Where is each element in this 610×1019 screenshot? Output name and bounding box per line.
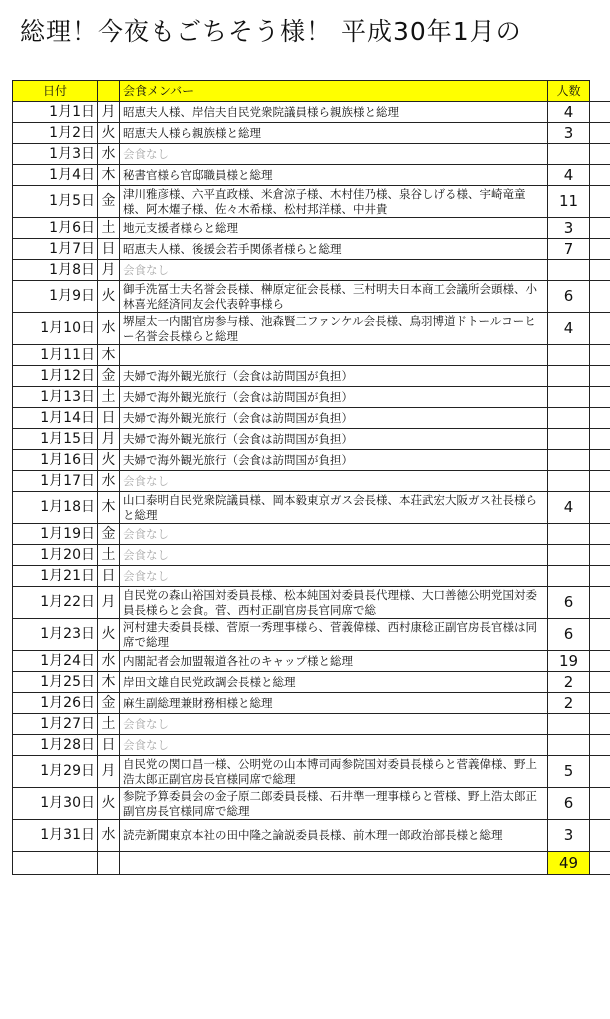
row-date: 1月14日 <box>13 408 98 429</box>
row-date: 1月25日 <box>13 672 98 693</box>
row-members: 地元支援者様らと総理 <box>120 218 548 239</box>
row-date: 1月7日 <box>13 239 98 260</box>
table-row <box>13 693 610 714</box>
row-dow: 火 <box>98 788 120 820</box>
row-dow: 金 <box>98 693 120 714</box>
table-row <box>13 524 610 545</box>
total-empty-3 <box>120 852 548 875</box>
row-count <box>548 450 590 471</box>
row-members: 夫婦で海外観光旅行（会食は訪問国が負担） <box>120 429 548 450</box>
row-date: 1月28日 <box>13 735 98 756</box>
row-date: 1月29日 <box>13 756 98 788</box>
row-dow: 月 <box>98 260 120 281</box>
row-members <box>120 345 548 366</box>
row-count <box>548 429 590 450</box>
table-row <box>13 788 610 820</box>
row-extra <box>590 545 610 566</box>
row-dow: 日 <box>98 408 120 429</box>
table-row <box>13 672 610 693</box>
row-members: 昭恵夫人様、後援会若手関係者様らと総理 <box>120 239 548 260</box>
row-dow: 土 <box>98 218 120 239</box>
row-extra <box>590 587 610 619</box>
row-date: 1月22日 <box>13 587 98 619</box>
row-members: 会食なし <box>120 260 548 281</box>
row-date: 1月15日 <box>13 429 98 450</box>
row-members: 内閣記者会加盟報道各社のキャップ様と総理 <box>120 651 548 672</box>
row-members: 自民党の関口昌一様、公明党の山本博司両参院国対委員長様らと菅義偉様、野上浩太郎正副官房長官様同席で総理 <box>120 756 548 788</box>
row-date: 1月10日 <box>13 313 98 345</box>
table-row <box>13 313 610 345</box>
row-count <box>548 566 590 587</box>
row-dow: 日 <box>98 566 120 587</box>
row-members: 夫婦で海外観光旅行（会食は訪問国が負担） <box>120 408 548 429</box>
row-dow: 火 <box>98 450 120 471</box>
row-dow: 土 <box>98 545 120 566</box>
header-members: 会食メンバー <box>120 81 548 102</box>
total-empty-1 <box>13 852 98 875</box>
row-date: 1月26日 <box>13 693 98 714</box>
total-row <box>13 852 610 875</box>
row-dow: 水 <box>98 144 120 165</box>
table-row <box>13 281 610 313</box>
row-members: 会食なし <box>120 471 548 492</box>
row-date: 1月20日 <box>13 545 98 566</box>
row-extra <box>590 408 610 429</box>
table-row <box>13 492 610 524</box>
row-dow: 日 <box>98 735 120 756</box>
row-members: 山口泰明自民党衆院議員様、岡本毅東京ガス会長様、本荘武宏大阪ガス社長様らと総理 <box>120 492 548 524</box>
row-extra <box>590 820 610 852</box>
row-date: 1月23日 <box>13 619 98 651</box>
row-date: 1月12日 <box>13 366 98 387</box>
row-extra <box>590 281 610 313</box>
row-dow: 木 <box>98 492 120 524</box>
row-extra <box>590 450 610 471</box>
row-members: 堺屋太一内閣官房参与様、池森賢二ファンケル会長様、鳥羽博道ドトールコーヒー名誉会長様らと総理 <box>120 313 548 345</box>
row-extra <box>590 619 610 651</box>
table-row <box>13 123 610 144</box>
table-row <box>13 471 610 492</box>
total-empty-2 <box>98 852 120 875</box>
row-extra <box>590 313 610 345</box>
row-extra <box>590 566 610 587</box>
page-title: 総理！今夜もごちそう様！ 平成30年1月の <box>20 17 522 46</box>
row-extra <box>590 492 610 524</box>
row-count: 11 <box>548 186 590 218</box>
row-dow: 水 <box>98 471 120 492</box>
row-dow: 金 <box>98 186 120 218</box>
row-count: 19 <box>548 651 590 672</box>
row-dow: 木 <box>98 345 120 366</box>
row-members: 自民党の森山裕国対委員長様、松本純国対委員長代理様、大口善徳公明党国対委員長様らと会食。菅、西村正副官房長官同席で総 <box>120 587 548 619</box>
table-row <box>13 619 610 651</box>
row-date: 1月18日 <box>13 492 98 524</box>
row-date: 1月4日 <box>13 165 98 186</box>
row-count <box>548 408 590 429</box>
row-members: 夫婦で海外観光旅行（会食は訪問国が負担） <box>120 366 548 387</box>
table-row <box>13 545 610 566</box>
row-date: 1月27日 <box>13 714 98 735</box>
row-dow: 水 <box>98 313 120 345</box>
row-count: 4 <box>548 102 590 123</box>
row-extra <box>590 387 610 408</box>
row-count <box>548 545 590 566</box>
table-row <box>13 820 610 852</box>
total-extra <box>590 852 610 875</box>
table-row <box>13 186 610 218</box>
row-count: 6 <box>548 619 590 651</box>
row-count: 2 <box>548 672 590 693</box>
row-dow: 月 <box>98 587 120 619</box>
row-date: 1月8日 <box>13 260 98 281</box>
dinner-table <box>12 80 610 875</box>
row-dow: 金 <box>98 524 120 545</box>
row-date: 1月5日 <box>13 186 98 218</box>
row-members: 夫婦で海外観光旅行（会食は訪問国が負担） <box>120 450 548 471</box>
row-members: 会食なし <box>120 566 548 587</box>
row-count: 7 <box>548 239 590 260</box>
row-extra <box>590 714 610 735</box>
row-count <box>548 471 590 492</box>
table-row <box>13 239 610 260</box>
table-row <box>13 387 610 408</box>
header-date: 日付 <box>13 81 98 102</box>
row-dow: 月 <box>98 756 120 788</box>
row-members: 会食なし <box>120 545 548 566</box>
row-extra <box>590 672 610 693</box>
row-count: 3 <box>548 123 590 144</box>
row-members: 麻生副総理兼財務相様と総理 <box>120 693 548 714</box>
row-members: 御手洗冨士夫名誉会長様、榊原定征会長様、三村明夫日本商工会議所会頭様、小林喜光経済同友会代表幹事様ら <box>120 281 548 313</box>
row-dow: 水 <box>98 820 120 852</box>
total-count: 49 <box>548 852 590 875</box>
row-members: 参院予算委員会の金子原二郎委員長様、石井準一理事様らと菅様、野上浩太郎正副官房長官様同席で総理 <box>120 788 548 820</box>
row-members: 河村建夫委員長様、菅原一秀理事様ら、菅義偉様、西村康稔正副官房長官様は同席で総理 <box>120 619 548 651</box>
row-date: 1月31日 <box>13 820 98 852</box>
row-extra <box>590 524 610 545</box>
row-count <box>548 387 590 408</box>
table-row <box>13 144 610 165</box>
row-extra <box>590 756 610 788</box>
table-row <box>13 756 610 788</box>
row-date: 1月3日 <box>13 144 98 165</box>
table-row <box>13 260 610 281</box>
row-date: 1月2日 <box>13 123 98 144</box>
row-extra <box>590 186 610 218</box>
row-extra <box>590 429 610 450</box>
row-dow: 土 <box>98 714 120 735</box>
row-members: 読売新聞東京本社の田中隆之論説委員長様、前木理一郎政治部長様と総理 <box>120 820 548 852</box>
row-count: 4 <box>548 165 590 186</box>
row-extra <box>590 366 610 387</box>
table-row <box>13 450 610 471</box>
row-extra <box>590 165 610 186</box>
row-members: 秘書官様ら官邸職員様と総理 <box>120 165 548 186</box>
row-members: 会食なし <box>120 714 548 735</box>
row-members: 会食なし <box>120 735 548 756</box>
row-date: 1月6日 <box>13 218 98 239</box>
table-row <box>13 587 610 619</box>
row-extra <box>590 471 610 492</box>
row-count <box>548 524 590 545</box>
table-row <box>13 651 610 672</box>
row-date: 1月9日 <box>13 281 98 313</box>
row-count: 4 <box>548 313 590 345</box>
table-row <box>13 366 610 387</box>
row-members: 夫婦で海外観光旅行（会食は訪問国が負担） <box>120 387 548 408</box>
row-dow: 木 <box>98 165 120 186</box>
row-dow: 木 <box>98 672 120 693</box>
row-extra <box>590 239 610 260</box>
row-count <box>548 144 590 165</box>
row-extra <box>590 260 610 281</box>
row-count: 6 <box>548 587 590 619</box>
row-date: 1月30日 <box>13 788 98 820</box>
table-row <box>13 735 610 756</box>
row-count <box>548 260 590 281</box>
row-date: 1月1日 <box>13 102 98 123</box>
row-count: 6 <box>548 788 590 820</box>
row-count: 6 <box>548 281 590 313</box>
table-row <box>13 408 610 429</box>
row-members: 岸田文雄自民党政調会長様と総理 <box>120 672 548 693</box>
row-extra <box>590 788 610 820</box>
row-dow: 日 <box>98 239 120 260</box>
row-date: 1月24日 <box>13 651 98 672</box>
row-extra <box>590 102 610 123</box>
table-row <box>13 102 610 123</box>
row-extra <box>590 693 610 714</box>
table-row <box>13 345 610 366</box>
table-row <box>13 429 610 450</box>
row-date: 1月16日 <box>13 450 98 471</box>
row-count: 4 <box>548 492 590 524</box>
row-date: 1月21日 <box>13 566 98 587</box>
row-count <box>548 714 590 735</box>
row-dow: 月 <box>98 429 120 450</box>
row-count: 3 <box>548 820 590 852</box>
row-extra <box>590 651 610 672</box>
table-row <box>13 218 610 239</box>
row-members: 会食なし <box>120 144 548 165</box>
row-extra <box>590 218 610 239</box>
row-members: 津川雅彦様、六平直政様、米倉涼子様、木村佳乃様、泉谷しげる様、宇崎竜童様、阿木燿子様、佐々木希様、松村邦洋様、中井貴 <box>120 186 548 218</box>
row-dow: 火 <box>98 281 120 313</box>
row-extra <box>590 123 610 144</box>
header-count: 人数 <box>548 81 590 102</box>
row-count: 5 <box>548 756 590 788</box>
table-row <box>13 566 610 587</box>
row-members: 会食なし <box>120 524 548 545</box>
header-extra <box>590 81 610 102</box>
row-count <box>548 345 590 366</box>
row-date: 1月11日 <box>13 345 98 366</box>
row-dow: 土 <box>98 387 120 408</box>
row-count: 3 <box>548 218 590 239</box>
row-extra <box>590 345 610 366</box>
row-dow: 月 <box>98 102 120 123</box>
row-extra <box>590 144 610 165</box>
row-extra <box>590 735 610 756</box>
row-date: 1月13日 <box>13 387 98 408</box>
header-dow <box>98 81 120 102</box>
row-date: 1月19日 <box>13 524 98 545</box>
row-dow: 水 <box>98 651 120 672</box>
row-dow: 火 <box>98 123 120 144</box>
row-dow: 金 <box>98 366 120 387</box>
row-count <box>548 366 590 387</box>
table-row <box>13 165 610 186</box>
row-members: 昭恵夫人様ら親族様と総理 <box>120 123 548 144</box>
header-row <box>13 81 610 102</box>
row-count: 2 <box>548 693 590 714</box>
table-row <box>13 714 610 735</box>
row-date: 1月17日 <box>13 471 98 492</box>
row-count <box>548 735 590 756</box>
row-members: 昭恵夫人様、岸信夫自民党衆院議員様ら親族様と総理 <box>120 102 548 123</box>
row-dow: 火 <box>98 619 120 651</box>
